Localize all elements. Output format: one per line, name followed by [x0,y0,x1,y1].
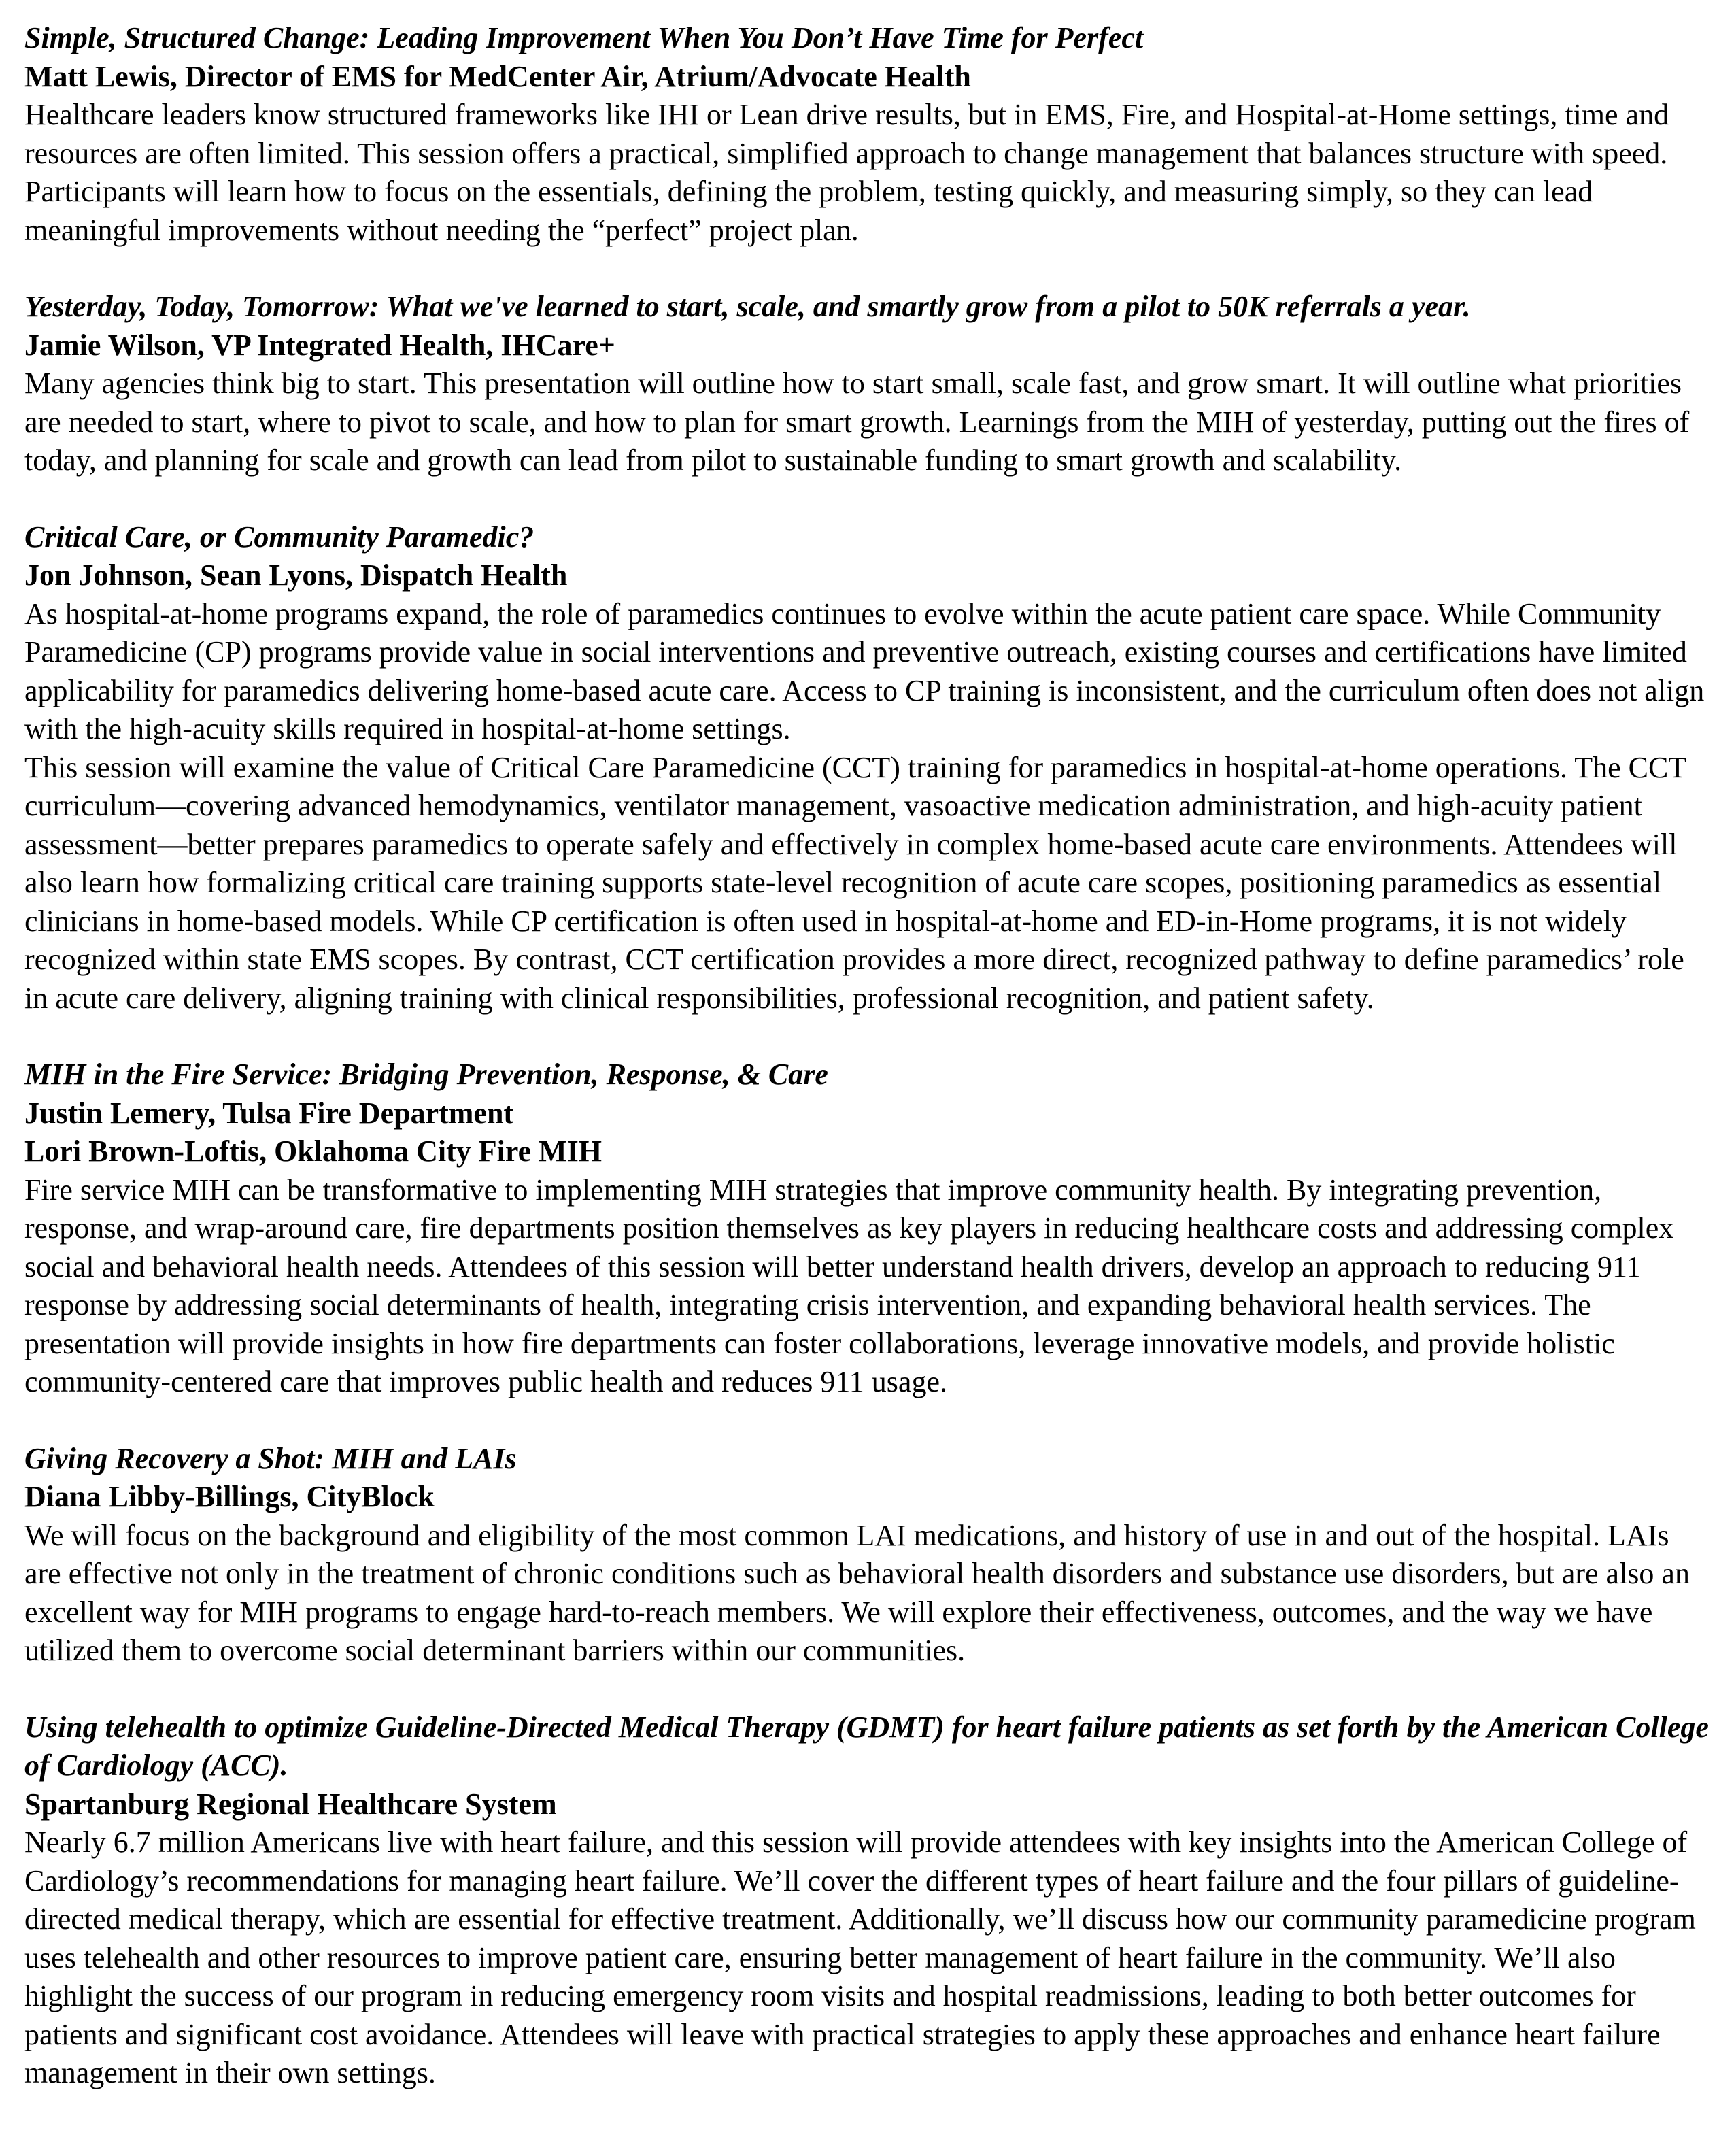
session-title: Giving Recovery a Shot: MIH and LAIs [24,1441,517,1475]
session-title: Yesterday, Today, Tomorrow: What we've learned to start, scale, and smartly grow from a pilot to 50K referrals a year. [24,290,1471,323]
session-1 [24,19,1711,250]
session-description: Fire service MIH can be transformative to implementing MIH strategies that improve community health. By integrating prevention, response, and wrap-around care, fire departments position themselves as key players in reducing healthcare costs and addressing complex social and behavioral health needs. Attendees of this session will better understand health drivers, develop an approach to reducing 911 response by addressing social determinants of health, integrating crisis intervention, and expanding behavioral health services. The presentation will provide insights in how fire departments can foster collaborations, leverage innovative models, and provide holistic community-centered care that improves public health and reduces 911 usage. [24,1173,1674,1398]
session-5 [24,1440,1711,1670]
session-title: Using telehealth to optimize Guideline-Directed Medical Therapy (GDMT) for heart failure patients as set forth by the American College of Cardiology (ACC). [24,1710,1709,1782]
session-6 [24,1708,1711,2093]
session-title: Critical Care, or Community Paramedic? [24,520,534,554]
session-3 [24,518,1711,1018]
session-title: MIH in the Fire Service: Bridging Prevention, Response, & Care [24,1058,828,1091]
speaker-line: Lori Brown-Loftis, Oklahoma City Fire MIH [24,1134,602,1168]
speaker-line: Spartanburg Regional Healthcare System [24,1787,557,1821]
speaker-line: Jamie Wilson, VP Integrated Health, IHCare+ [24,328,615,362]
session-description: Nearly 6.7 million Americans live with heart failure, and this session will provide attendees with key insights into the American College of Cardiology’s recommendations for managing heart failure. We’ll cover the different types of heart failure and the four pillars of guideline-directed medical therapy, which are essential for effective treatment. Additionally, we’ll discuss how our community paramedicine program uses telehealth and other resources to improve patient care, ensuring better management of heart failure in the community. We’ll also highlight the success of our program in reducing emergency room visits and hospital readmissions, leading to both better outcomes for patients and significant cost avoidance. Attendees will leave with practical strategies to apply these approaches and enhance heart failure management in their own settings. [24,1825,1696,2089]
session-description: This session will examine the value of Critical Care Paramedicine (CCT) training for paramedics in hospital-at-home operations. The CCT curriculum—covering advanced hemodynamics, ventilator management, vasoactive medication administration, and high-acuity patient assessment—better prepares paramedics to operate safely and effectively in complex home-based acute care environments. Attendees will also learn how formalizing critical care training supports state-level recognition of acute care scopes, positioning paramedics as essential clinicians in home-based models. While CP certification is often used in hospital-at-home and ED-in-Home programs, it is not widely recognized within state EMS scopes. By contrast, CCT certification provides a more direct, recognized pathway to define paramedics’ role in acute care delivery, aligning training with clinical responsibilities, professional recognition, and patient safety. [24,750,1686,1015]
session-description: Healthcare leaders know structured frameworks like IHI or Lean drive results, but in EMS, Fire, and Hospital-at-Home settings, time and resources are often limited. This session offers a practical, simplified approach to change management that balances structure with speed. Participants will learn how to focus on the essentials, defining the problem, testing quickly, and measuring simply, so they can lead meaningful improvements without needing the “perfect” project plan. [24,98,1669,247]
speaker-line: Jon Johnson, Sean Lyons, Dispatch Health [24,558,568,592]
speaker-line: Matt Lewis, Director of EMS for MedCenter Air, Atrium/Advocate Health [24,59,971,93]
session-title: Simple, Structured Change: Leading Improvement When You Don’t Have Time for Perfect [24,21,1144,54]
session-description: Many agencies think big to start. This presentation will outline how to start small, scale fast, and grow smart. It will outline what priorities are needed to start, where to pivot to scale, and how to plan for smart growth. Learnings from the MIH of yesterday, putting out the fires of today, and planning for scale and growth can lead from pilot to sustainable funding to smart growth and scalability. [24,367,1690,477]
speaker-line: Justin Lemery, Tulsa Fire Department [24,1096,514,1130]
session-description: We will focus on the background and eligibility of the most common LAI medications, and history of use in and out of the hospital. LAIs are effective not only in the treatment of chronic conditions such as behavioral health disorders and substance use disorders, but are also an excellent way for MIH programs to engage hard-to-reach members. We will explore their effectiveness, outcomes, and the way we have utilized them to overcome social determinant barriers within our communities. [24,1518,1690,1667]
document-page [24,19,1711,2131]
session-description: As hospital-at-home programs expand, the role of paramedics continues to evolve within the acute patient care space. While Community Paramedicine (CP) programs provide value in social interventions and preventive outreach, existing courses and certifications have limited applicability for paramedics delivering home-based acute care. Access to CP training is inconsistent, and the curriculum often does not align with the high-acuity skills required in hospital-at-home settings. [24,596,1705,745]
speaker-line: Diana Libby-Billings, CityBlock [24,1480,435,1513]
session-4 [24,1056,1711,1402]
session-2 [24,288,1711,480]
